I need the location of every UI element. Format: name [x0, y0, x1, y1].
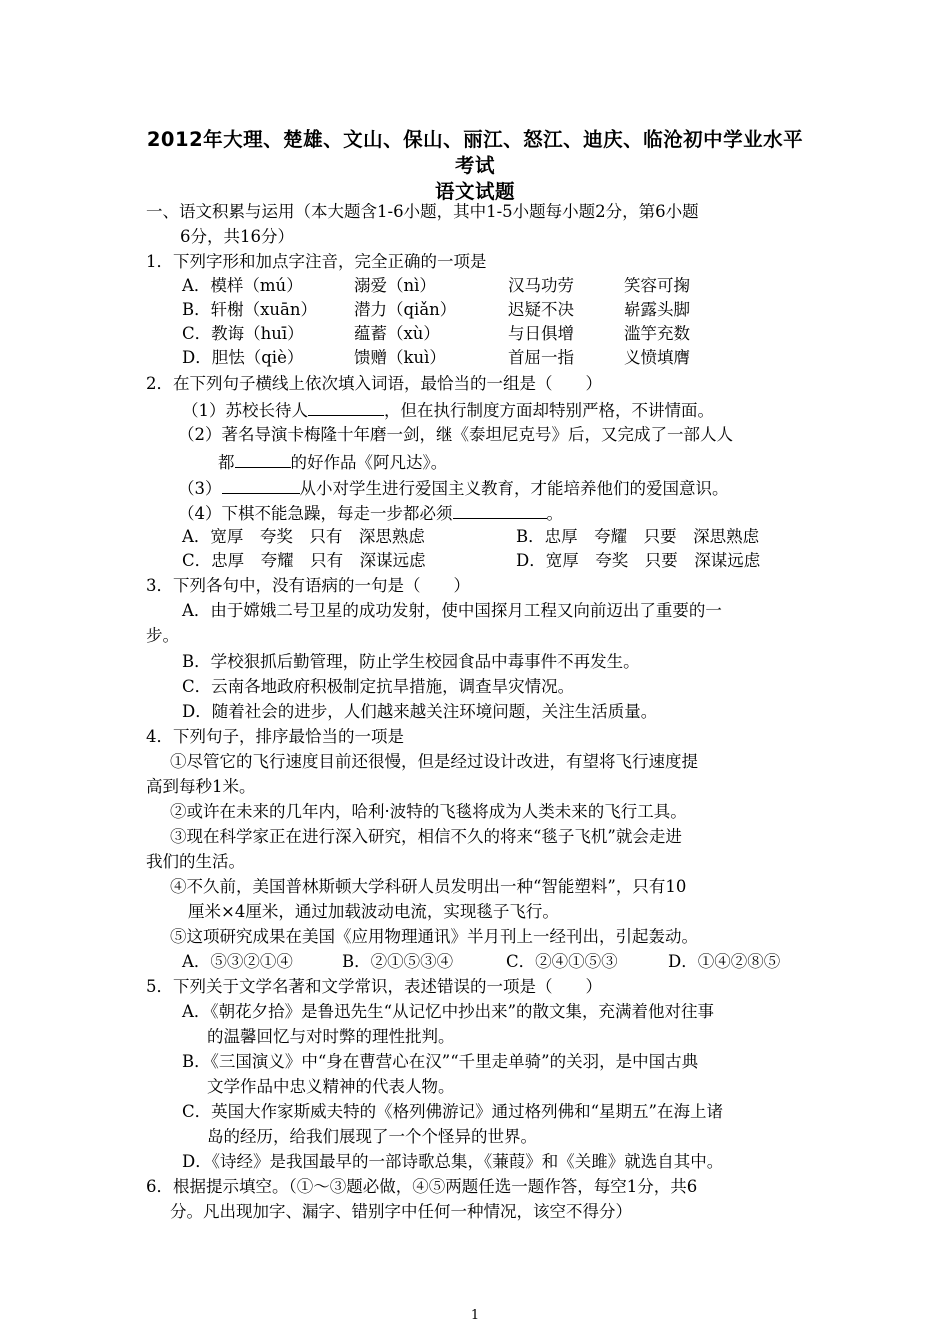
q1-option-b-1: B．轩榭（xuān） [182, 300, 318, 319]
page-number: 1 [470, 1308, 480, 1323]
q2-option-a: A．宽厚 夸奖 只有 深思熟虑 [182, 527, 425, 546]
q1-option-d-1: D．胆怯（qiè） [182, 348, 304, 367]
q5-option-c: C．英国大作家斯威夫特的《格列佛游记》通过格列佛和“星期五”在海上诸 [182, 1102, 723, 1121]
q2-sentence-2-cont [218, 449, 447, 475]
q1-option-d-2: 馈赠（kuì） [354, 348, 446, 367]
section-heading-cont: 6分，共16分） [180, 227, 294, 246]
q5-option-b: B．《三国演义》中“身在曹营心在汉”“千里走单骑”的关羽，是中国古典 [182, 1052, 699, 1071]
q5-option-a: A．《朝花夕拾》是鲁迅先生“从记忆中抄出来”的散文集，充满着他对往事 [182, 1002, 715, 1021]
q1-option-a-3: 汉马功劳 [508, 276, 574, 295]
q2-blank-1[interactable] [308, 397, 384, 416]
exam-subtitle: 语文试题 [434, 180, 515, 203]
q4-sentence-5: ⑤这项研究成果在美国《应用物理通讯》半月刊上一经刊出，引起轰动。 [170, 927, 698, 946]
q1-option-b-3: 迟疑不决 [508, 300, 574, 319]
q3-option-c: C．云南各地政府积极制定抗旱措施，调查旱灾情况。 [182, 677, 575, 696]
q1-option-b-4: 崭露头脚 [624, 300, 690, 319]
q1-option-d-3: 首屈一指 [508, 348, 574, 367]
q1-option-a-1: A．模样（mú） [182, 276, 303, 295]
q1-option-c-2: 蕴蓄（xù） [354, 324, 440, 343]
exam-title-line2: 考试 [454, 154, 495, 177]
q1-option-c-4: 滥竽充数 [624, 324, 690, 343]
q5-stem: 5．下列关于文学名著和文学常识，表述错误的一项是（ ） [146, 977, 602, 996]
q4-sentence-4: ④不久前，美国普林斯顿大学科研人员发明出一种“智能塑料”，只有10 [170, 877, 687, 896]
q4-sentence-3-cont: 我们的生活。 [146, 852, 245, 871]
q2-s4-text-a: （4）下棋不能急躁，每走一步都必须 [178, 504, 453, 523]
q1-option-c-1: C．教诲（huī） [182, 324, 304, 343]
q6-stem: 6．根据提示填空。（①～③题必做，④⑤两题任选一题作答，每空1分，共6 [146, 1177, 698, 1196]
q2-sentence-1 [182, 397, 714, 423]
q1-option-a-2: 溺爱（nì） [354, 276, 436, 295]
q2-blank-3[interactable] [222, 475, 300, 494]
q2-option-d: D．宽厚 夸奖 只要 深谋远虑 [516, 551, 761, 570]
q3-option-a: A．由于嫦娥二号卫星的成功发射，使中国探月工程又向前迈出了重要的一 [182, 601, 722, 620]
q4-sentence-3: ③现在科学家正在进行深入研究，相信不久的将来“毯子飞机”就会走进 [170, 827, 682, 846]
q2-stem: 2．在下列句子横线上依次填入词语，最恰当的一组是（ ） [146, 374, 602, 393]
q3-option-b: B．学校狠抓后勤管理，防止学生校园食品中毒事件不再发生。 [182, 652, 640, 671]
q5-option-d: D．《诗经》是我国最早的一部诗歌总集，《蒹葭》和《关雎》就选自其中。 [182, 1152, 724, 1171]
q1-option-b-2: 潜力（qiǎn） [354, 300, 457, 319]
q4-sentence-2: ②或许在未来的几年内，哈利·波特的飞毯将成为人类未来的飞行工具。 [170, 802, 687, 821]
section-heading: 一、语文积累与运用（本大题含1-6小题，其中1-5小题每小题2分，第6小题 [146, 202, 699, 221]
q2-s3-text-b: 从小对学生进行爱国主义教育，才能培养他们的爱国意识。 [299, 479, 729, 498]
q4-stem: 4．下列句子，排序最恰当的一项是 [146, 727, 404, 746]
q1-option-d-4: 义愤填膺 [624, 348, 690, 367]
q5-option-c-cont: 岛的经历，给我们展现了一个个怪异的世界。 [207, 1127, 537, 1146]
q2-s2-text-c: 的好作品《阿凡达》。 [290, 453, 448, 472]
q1-option-c-3: 与日俱增 [508, 324, 574, 343]
q2-s4-text-b: 。 [546, 504, 563, 523]
exam-title-line1: 2012年大理、楚雄、文山、保山、丽江、怒江、迪庆、临沧初中学业水平 [146, 128, 804, 151]
q5-option-a-cont: 的温馨回忆与对时弊的理性批判。 [207, 1027, 455, 1046]
q4-sentence-1: ①尽管它的飞行速度目前还很慢，但是经过设计改进，有望将飞行速度提 [170, 752, 698, 771]
q2-blank-4[interactable] [453, 500, 547, 519]
q2-option-c: C．忠厚 夸耀 只有 深谋远虑 [182, 551, 426, 570]
q3-option-a-cont: 步。 [146, 626, 179, 645]
q4-option-c: C．②④①⑤③ [506, 952, 618, 971]
q5-option-b-cont: 文学作品中忠义精神的代表人物。 [207, 1077, 455, 1096]
q2-sentence-3 [178, 475, 729, 501]
q4-option-d: D．①④②⑧⑤ [668, 952, 781, 971]
q6-stem-cont: 分。凡出现加字、漏字、错别字中任何一种情况，该空不得分） [170, 1202, 632, 1221]
q2-sentence-2: （2）著名导演卡梅隆十年磨一剑，继《泰坦尼克号》后，又完成了一部人人 [178, 425, 733, 444]
q2-s1-text-a: （1）苏校长待人 [182, 401, 308, 420]
q1-option-a-4: 笑容可掬 [624, 276, 690, 295]
q4-option-a: A．⑤③②①④ [182, 952, 293, 971]
q2-s2-text-b: 都 [218, 453, 235, 472]
q2-s1-text-b: ，但在执行制度方面却特别严格，不讲情面。 [384, 401, 714, 420]
q2-option-b: B．忠厚 夸耀 只要 深思熟虑 [516, 527, 760, 546]
q2-blank-2[interactable] [235, 449, 291, 468]
q4-sentence-1-cont: 高到每秒1米。 [146, 777, 256, 796]
q2-s3-text-a: （3） [178, 479, 222, 498]
q4-sentence-4-cont: 厘米×4厘米，通过加载波动电流，实现毯子飞行。 [188, 902, 559, 921]
q3-option-d: D．随着社会的进步，人们越来越关注环境问题，关注生活质量。 [182, 702, 658, 721]
q4-option-b: B．②①⑤③④ [342, 952, 454, 971]
q2-sentence-4 [178, 500, 563, 526]
q1-stem: 1．下列字形和加点字注音，完全正确的一项是 [146, 252, 487, 271]
q3-stem: 3．下列各句中，没有语病的一句是（ ） [146, 576, 470, 595]
